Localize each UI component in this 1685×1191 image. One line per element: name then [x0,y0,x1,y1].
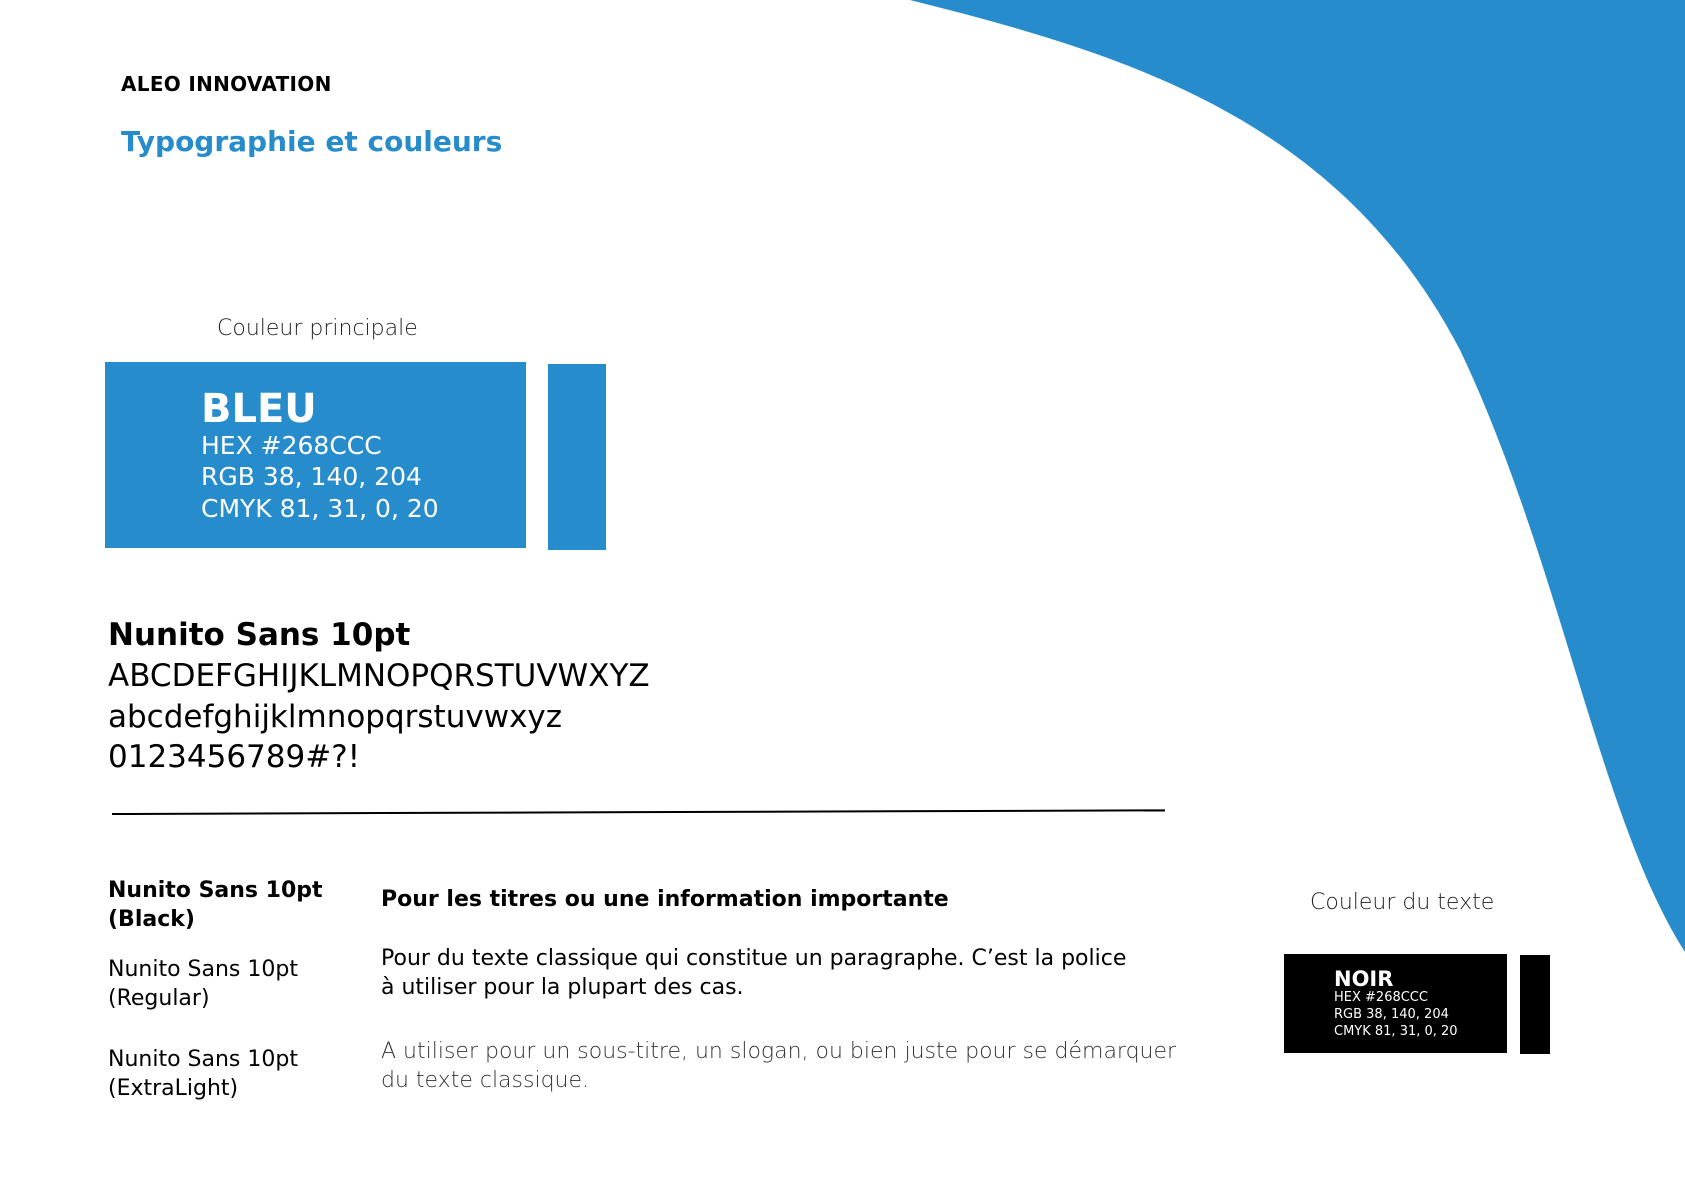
text-color-name: NOIR [1334,967,1394,991]
typeface-heading: Nunito Sans 10pt [108,617,411,653]
style-extralight-description: A utiliser pour un sous-titre, un slogan, ou bien juste pour se démarquer du texte classique. [381,1039,1177,1093]
company-name: ALEO INNOVATION [121,72,332,96]
text-color-cmyk: CMYK 81, 31, 0, 20 [1334,1024,1458,1039]
style-black-description: Pour les titres ou une information importante [381,887,949,912]
text-color-label: Couleur du texte [1310,890,1495,915]
text-color-bar [1520,955,1550,1054]
style-extralight-name: Nunito Sans 10pt (ExtraLight) [108,1047,298,1101]
primary-color-name: BLEU [201,386,317,432]
primary-color-rgb: RGB 38, 140, 204 [201,462,422,491]
primary-color-hex: HEX #268CCC [201,431,382,460]
typeface-uppercase: ABCDEFGHIJKLMNOPQRSTUVWXYZ [108,658,650,694]
typeface-lowercase: abcdefghijklmnopqrstuvwxyz [108,699,563,735]
text-color-rgb: RGB 38, 140, 204 [1334,1007,1449,1022]
text-color-hex: HEX #268CCC [1334,990,1428,1005]
primary-color-bar [548,364,606,550]
typeface-digits: 0123456789#?! [108,739,361,775]
primary-color-cmyk: CMYK 81, 31, 0, 20 [201,494,439,523]
style-regular-description: Pour du texte classique qui constitue un paragraphe. C’est la police à utiliser pour la plupart des cas. [381,946,1127,1000]
style-black-name: Nunito Sans 10pt (Black) [108,878,323,932]
style-regular-name: Nunito Sans 10pt (Regular) [108,957,298,1011]
page-title: Typographie et couleurs [121,125,503,158]
primary-color-label: Couleur principale [217,316,418,341]
